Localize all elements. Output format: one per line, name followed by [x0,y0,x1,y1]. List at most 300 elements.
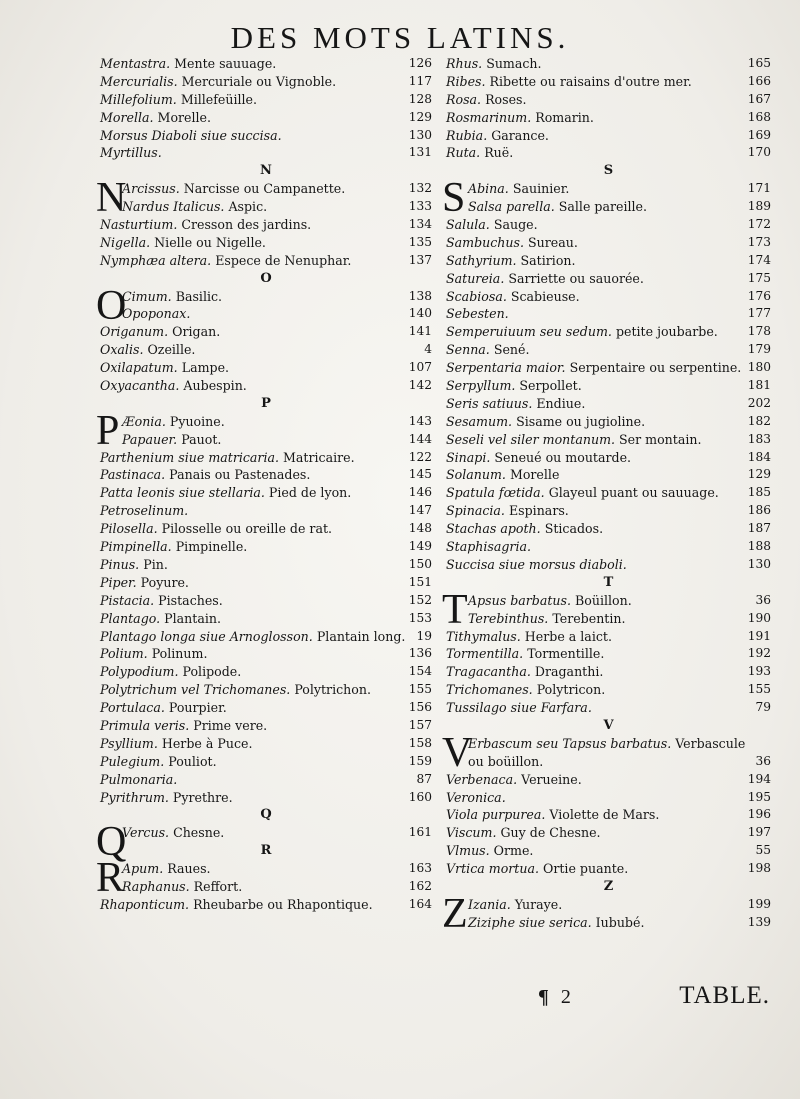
page-number: 194 [747,771,771,786]
french-name: Ozeille. [147,342,196,358]
latin-name: Opoponax. [122,306,191,322]
page-number: 198 [747,861,771,876]
page-number: 173 [747,234,771,249]
french-name: Tormentille. [527,646,605,662]
page-number: 4 [424,342,432,357]
page-number: 159 [408,753,432,768]
index-entry [100,484,432,502]
latin-name: Mercurialis. [100,73,178,89]
index-entry [100,610,432,628]
french-name: Origan. [172,324,221,340]
french-name: Boüillon. [575,592,632,608]
page-number: 153 [408,610,432,625]
index-entry [446,789,771,807]
latin-name: Spatula fœtida. [446,485,545,501]
latin-name: Ribes. [446,73,486,89]
page-number: 129 [408,109,432,124]
french-name: Panais ou Pastenades. [169,467,311,483]
section-letter: P [261,395,271,411]
french-name: Verueine. [521,771,582,787]
latin-name: Oxilapatum. [100,360,178,376]
page-number: 186 [747,503,771,518]
latin-name: Semperuiuum seu sedum. [446,324,612,340]
index-entry [100,91,432,109]
page-number: 117 [408,73,432,88]
latin-name: Abina. [468,181,509,197]
page-number: 165 [747,56,771,70]
index-entry [446,109,771,127]
french-name: Garance. [491,127,549,143]
index-entry [100,592,432,610]
page-number: 170 [747,145,771,160]
index-entry [446,466,771,484]
french-name: Sené. [493,342,530,358]
index-entry [100,574,432,592]
latin-name: Rubia. [446,127,488,143]
index-entry [446,860,771,878]
section-letter: Q [260,807,272,823]
page-number: 193 [747,664,771,679]
page-number: 176 [747,288,771,303]
french-name: Millefeüille. [180,91,258,107]
french-name: Sisame ou jugioline. [516,413,646,429]
page-number: 167 [747,91,771,106]
latin-name: Erbascum seu Tapsus barbatus. [468,735,672,751]
page-number: 161 [408,825,432,840]
french-name: Verbascule [675,735,746,751]
index-entry [446,484,771,502]
latin-name: Solanum. [446,467,506,483]
index-entry [446,645,771,663]
page-number: 134 [408,217,432,232]
index-entry [100,735,432,753]
latin-name: Salsa parella. [468,199,555,215]
page-number: 150 [408,556,432,571]
latin-name: Tussilago siue Farfara. [446,700,592,716]
latin-name: Pilosella. [100,521,158,537]
latin-name: Patta leonis siue stellaria. [100,485,265,501]
index-entry [100,789,432,807]
page-number: 129 [747,467,771,482]
latin-name: Morella. [100,109,154,125]
page-number: 187 [747,521,771,536]
french-name: Espece de Nenuphar. [215,252,352,268]
latin-name: Tithymalus. [446,628,521,644]
page-number: 141 [408,324,432,339]
page-number: 130 [747,556,771,571]
page-number: 181 [747,378,771,393]
latin-name: Serpentaria maior. [446,360,566,376]
page-number: 183 [747,431,771,446]
page-number: 36 [755,592,771,607]
latin-name: Sebesten. [446,306,509,322]
page-number: 146 [408,485,432,500]
french-name: Endiue. [536,395,586,411]
page-number: 139 [747,914,771,929]
french-name: Sarriette ou sauorée. [508,270,644,286]
index-entry [100,502,432,520]
latin-name: Morsus Diaboli siue succisa. [100,127,282,143]
section-letter: T [603,574,614,590]
latin-name: Izania. [468,896,511,912]
index-entry [100,109,432,127]
pilcrow-glyph: ¶ [538,986,549,1008]
french-name: Romarin. [535,109,594,125]
french-name: Guy de Chesne. [500,825,601,841]
drop-cap-initial: S [442,175,466,222]
french-name: Espinars. [508,503,569,519]
page-number: 55 [755,843,771,858]
french-name: Ortie puante. [543,861,629,877]
index-entry [446,144,771,162]
index-entry [446,824,771,842]
index-entry [100,127,432,145]
french-name: Chesne. [173,825,225,841]
latin-name: Viscum. [446,825,497,841]
index-entry [446,663,771,681]
page-number: 19 [416,628,432,643]
french-name: Herbe à Puce. [161,735,253,751]
page-number: 175 [747,270,771,285]
index-entry [446,413,771,431]
drop-cap-initial: R [96,855,125,902]
french-name: Nielle ou Nigelle. [154,234,266,250]
page-number: 135 [408,234,432,249]
page-number: 163 [408,861,432,876]
index-entry [446,234,771,252]
french-name: Ruë. [484,145,514,161]
page-number: 147 [408,503,432,518]
french-name: Pyrethre. [172,789,233,805]
latin-name: Ruta. [446,145,481,161]
french-name: Pin. [143,556,168,572]
latin-name: Terebinthus. [468,610,549,626]
page-number: 149 [408,539,432,554]
french-name: Polinum. [151,646,208,662]
page-number: 188 [747,539,771,554]
page-number: 36 [755,753,771,768]
french-name: petite joubarbe. [615,324,718,340]
catchword: TABLE. [679,982,770,1009]
index-entry [446,753,771,771]
index-entry [446,699,771,717]
page-number: 169 [747,127,771,142]
index-entry [446,323,771,341]
index-entry [446,610,771,628]
french-name: Pyuoine. [169,413,225,429]
index-entry [446,198,771,216]
index-entry [100,538,432,556]
index-entry [100,252,432,270]
page-number: 178 [747,324,771,339]
latin-name: Seseli vel siler montanum. [446,431,616,447]
latin-name: Pinus. [100,556,140,572]
latin-name: Serpyllum. [446,378,516,394]
page-number: 128 [408,91,432,106]
page-number: 185 [747,485,771,500]
french-name: Narcisse ou Campanette. [183,181,346,197]
section-letter: V [603,717,614,733]
page-number: 133 [408,199,432,214]
french-name: Poyure. [140,574,189,590]
french-name: Satirion. [520,252,576,268]
index-entry [100,341,432,359]
latin-name: Rhus. [446,56,483,71]
page-number: 179 [747,342,771,357]
french-name: Pilosselle ou oreille de rat. [161,521,333,537]
latin-name: Sesamum. [446,413,513,429]
latin-name: Piper. [100,574,137,590]
index-entry [446,216,771,234]
latin-name: Sinapi. [446,449,491,465]
page-number: 192 [747,646,771,661]
page-number: 180 [747,360,771,375]
page-number: 164 [408,896,432,911]
latin-name: Mentastra. [100,56,171,71]
french-name: Pied de lyon. [268,485,352,501]
french-name: Reffort. [193,878,243,894]
index-entry [100,771,432,789]
latin-name: Vlmus. [446,843,490,859]
index-entry [446,628,771,646]
index-entry [446,771,771,789]
latin-name: Petroselinum. [100,503,189,519]
signature-mark [538,986,571,1009]
index-entry [446,91,771,109]
latin-name: Sambuchus. [446,234,524,250]
page-number: 172 [747,217,771,232]
index-entry [446,431,771,449]
latin-name: Salula. [446,217,490,233]
page-number: 137 [408,252,432,267]
latin-name: Verbenaca. [446,771,518,787]
index-entry [446,681,771,699]
latin-name: Succisa siue morsus diaboli. [446,556,627,572]
index-entry [100,305,432,323]
index-entry [446,538,771,556]
french-name: Ribette ou raisains d'outre mer. [489,73,692,89]
index-entry [100,198,432,216]
french-name: Scabieuse. [510,288,580,304]
page-number: 144 [408,431,432,446]
french-name: Sureau. [528,234,578,250]
latin-name: Pulmonaria. [100,771,178,787]
page-number: 131 [408,145,432,160]
latin-name: Apum. [122,861,164,877]
index-entry [100,753,432,771]
page-number: 87 [416,771,432,786]
french-name: Sauinier. [512,181,570,197]
french-name: Iububé. [595,914,645,930]
index-entry [446,359,771,377]
index-entry [446,270,771,288]
latin-name: Primula veris. [100,717,190,733]
index-entry [100,681,432,699]
latin-name: Stachas apoth. [446,521,541,537]
page-number: 191 [747,628,771,643]
latin-name: Papauer. [122,431,178,447]
latin-name: Vrtica mortua. [446,861,539,877]
page-number: 158 [408,735,432,750]
french-name: Polytricon. [536,682,606,698]
drop-cap-initial: V [442,729,473,776]
french-name: Draganthi. [534,664,604,680]
latin-name: Nigella. [100,234,151,250]
index-entry [100,663,432,681]
index-entry [100,73,432,91]
latin-name: Tragacantha. [446,664,531,680]
page-number: 138 [408,288,432,303]
latin-name: Nymphæa altera. [100,252,212,268]
index-entry [100,449,432,467]
index-entry [100,323,432,341]
latin-name: Veronica. [446,789,506,805]
latin-name: Spinacia. [446,503,505,519]
page-number: 143 [408,413,432,428]
page-number: 177 [747,306,771,321]
index-entry [100,520,432,538]
french-name: Morelle [509,467,560,483]
section-letter: S [603,163,614,179]
french-name: Pouliot. [168,753,217,769]
page-number: 145 [408,467,432,482]
latin-name: Satureia. [446,270,505,286]
page-number: 174 [747,252,771,267]
latin-name: Trichomanes. [446,682,533,698]
page-number: 155 [408,682,432,697]
drop-cap-initial: O [96,282,127,329]
drop-cap-initial: Q [96,819,127,866]
index-entry [446,520,771,538]
page-number: 166 [747,73,771,88]
french-name: Salle pareille. [558,199,647,215]
section-letter: R [260,843,272,859]
latin-name: Millefolium. [100,91,177,107]
latin-name: Polytrichum vel Trichomanes. [100,682,291,698]
french-name: Herbe a laict. [524,628,612,644]
page-number: 136 [408,646,432,661]
french-name: Roses. [485,91,527,107]
drop-cap-initial: N [96,175,127,222]
latin-name: Vercus. [122,825,170,841]
latin-name: Myrtillus. [100,145,162,161]
french-name: Plantain long. [316,628,406,644]
index-entry [100,878,432,896]
french-name: Violette de Mars. [549,807,660,823]
page-number: 199 [747,896,771,911]
latin-name: Staphisagria. [446,539,531,555]
french-name: Cresson des jardins. [181,217,312,233]
french-name: Polipode. [182,664,242,680]
latin-name: Polium. [100,646,148,662]
french-name: Mente sauuage. [174,56,277,71]
latin-name: Pulegium. [100,753,165,769]
index-entry [100,377,432,395]
page-number: 168 [747,109,771,124]
latin-name: Pastinaca. [100,467,166,483]
page-number: 184 [747,449,771,464]
french-name: Pauot. [181,431,222,447]
latin-name: Cimum. [122,288,172,304]
latin-name: Oxalis. [100,342,144,358]
french-name: Polytrichon. [294,682,371,698]
page-number: 171 [747,181,771,196]
latin-name: Polypodium. [100,664,179,680]
latin-name: Rosmarinum. [446,109,532,125]
latin-name: Parthenium siue matricaria. [100,449,279,465]
french-name: Yuraye. [514,896,563,912]
french-name: Aubespin. [183,378,247,394]
drop-cap-initial: P [96,407,120,454]
index-entry [446,449,771,467]
signature-number: 2 [560,986,571,1008]
index-entry [100,645,432,663]
latin-name: Pyrithrum. [100,789,169,805]
index-entry [446,73,771,91]
latin-name: Sathyrium. [446,252,517,268]
page-number: 195 [747,789,771,804]
french-name: Pistaches. [158,592,223,608]
section-letter: Z [603,878,614,894]
index-column-left [96,55,432,914]
index-entry [446,288,771,306]
latin-name: Arcissus. [122,181,180,197]
page-number: 196 [747,807,771,822]
page-number: 148 [408,521,432,536]
page-number: 190 [747,610,771,625]
index-entry [100,144,432,162]
index-entry [446,842,771,860]
french-name: Mercuriale ou Vignoble. [181,73,337,89]
latin-name: Pistacia. [100,592,155,608]
french-name: Glayeul puant ou sauuage. [548,485,719,501]
french-name: Serpollet. [519,378,582,394]
section-letter: N [260,163,272,179]
index-entry [100,431,432,449]
index-entry [446,377,771,395]
french-name: Raues. [167,861,211,877]
page-number: 162 [408,878,432,893]
french-name: Sticados. [544,521,604,537]
index-entry [100,55,432,73]
index-entry [100,896,432,914]
index-entry [100,699,432,717]
latin-name: Apsus barbatus. [468,592,571,608]
index-entry [446,252,771,270]
index-entry [446,502,771,520]
page-number: 126 [408,56,432,70]
french-name: Aspic. [228,199,268,215]
latin-name: Plantago. [100,610,161,626]
latin-name: Pimpinella. [100,539,172,555]
french-name: Plantain. [164,610,221,626]
french-name: Rheubarbe ou Rhapontique. [193,896,373,912]
latin-name: Rhaponticum. [100,896,190,912]
french-name: Morelle. [157,109,212,125]
section-letter: O [260,270,272,286]
page-number: 157 [408,717,432,732]
page-number: 202 [747,395,771,410]
latin-name: Nardus Italicus. [122,199,225,215]
index-entry [96,819,432,866]
latin-name: Senna. [446,342,490,358]
latin-name: Scabiosa. [446,288,507,304]
index-entry [100,717,432,735]
index-entry [446,395,771,413]
french-name: Sumach. [486,56,542,71]
french-name: Ser montain. [619,431,702,447]
drop-cap-initial: T [442,586,468,633]
